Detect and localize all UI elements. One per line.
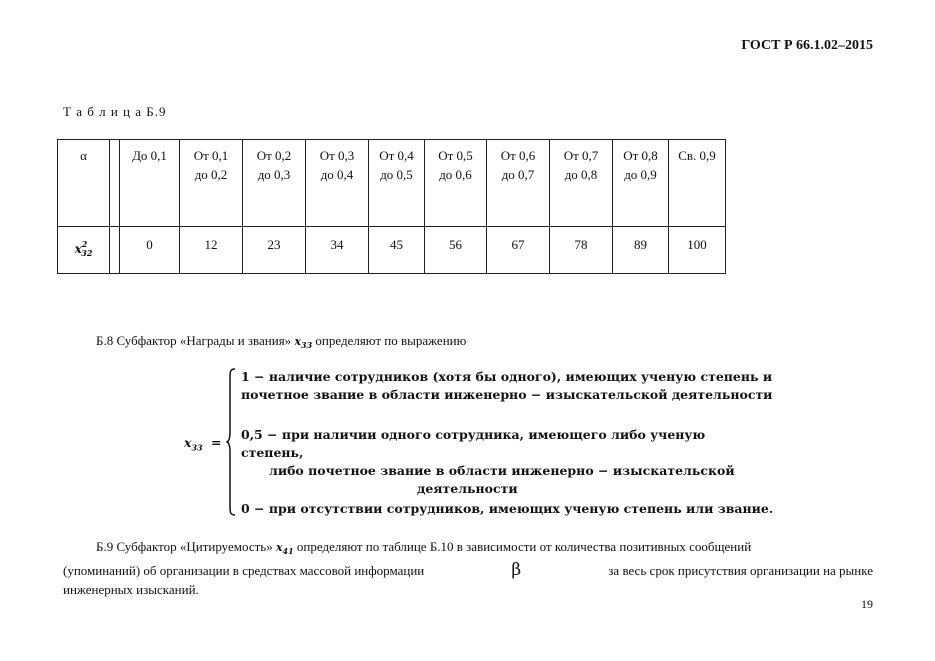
column-header: От 0,7 до 0,8 [550,140,613,227]
table-caption: Т а б л и ц а Б.9 [63,104,167,119]
formula-case-2: 0,5 − при наличии одного сотрудника, имеющего либо ученую степень, либо почетное звание в области инженерно − изыскательской деятельности [241,427,735,496]
table-cell: 56 [425,227,487,274]
table-cell: 67 [487,227,550,274]
column-header: Св. 0,9 [669,140,726,227]
narrow-spacer-cell [110,227,120,274]
table-cell: 34 [306,227,369,274]
table-cell: 100 [669,227,726,274]
formula-case-3: 0 − при отсутствии сотрудников, имеющих ученую степень или звание. [241,501,774,516]
table-cell: 78 [550,227,613,274]
data-table [57,139,726,274]
column-header: От 0,6 до 0,7 [487,140,550,227]
table-row [58,227,726,274]
formula-case-1: 1 − наличие сотрудников (хотя бы одного), имеющих ученую степень и почетное звание в области инженерно − изыскательской деятельности [241,369,773,402]
column-header: От 0,8 до 0,9 [613,140,669,227]
column-header: От 0,4 до 0,5 [369,140,425,227]
document-header: ГОСТ Р 66.1.02–2015 [741,38,873,53]
paragraph-b8: Б.8 Субфактор «Награды и звания» $x_{33}$ определяют по выражению [96,333,467,351]
column-header: От 0,2 до 0,3 [243,140,306,227]
table-cell: 0 [120,227,180,274]
paragraph-b9: Б.9 Субфактор «Цитируемость» $x_{41}$ определяют по таблице Б.10 в зависимости от количества позитивных сообщений (упоминаний) об организации в средствах массовой информации β за весь срок присутствия организации на рынке инженерных изысканий. [63,539,873,598]
left-brace-icon [226,368,236,516]
page-number: 19 [861,597,873,611]
column-header: От 0,3 до 0,4 [306,140,369,227]
narrow-spacer-cell [110,140,120,227]
table-cell: 23 [243,227,306,274]
table-row [58,140,726,227]
table-cell: 12 [180,227,243,274]
column-header: От 0,1 до 0,2 [180,140,243,227]
beta-symbol: β [511,560,522,581]
row-header-x32: $x^2_{32}$ [58,227,110,274]
table-cell: 89 [613,227,669,274]
column-header: От 0,5 до 0,6 [425,140,487,227]
column-header: До 0,1 [120,140,180,227]
table-cell: 45 [369,227,425,274]
row-header-alpha: α [58,140,110,227]
formula-lhs: $x_{33}$ = [184,435,222,453]
